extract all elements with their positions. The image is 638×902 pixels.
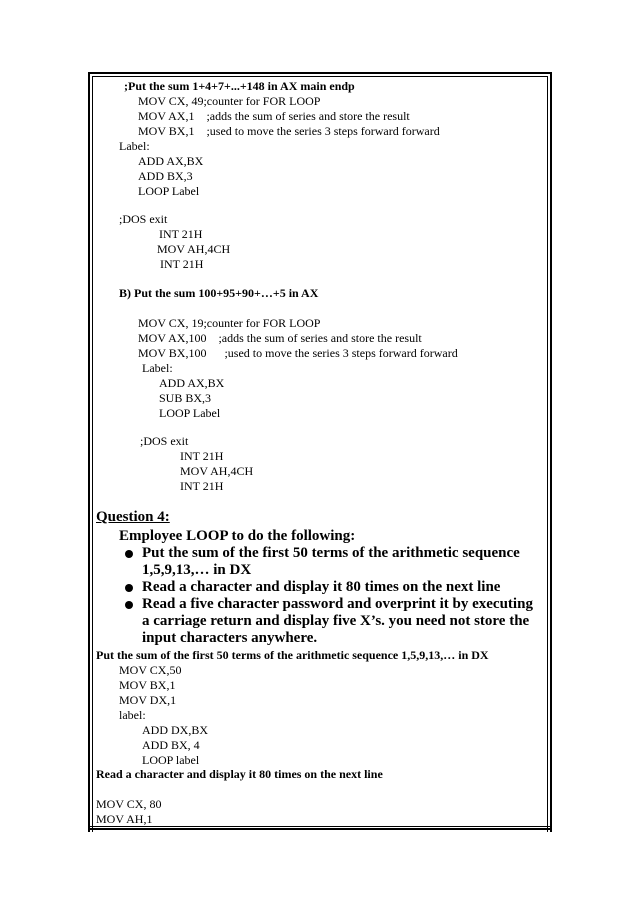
bullet-text: Read a five character password and overprint it by executing	[142, 596, 533, 612]
code-line: MOV BX,1	[119, 678, 176, 692]
code-line: LOOP Label	[159, 406, 221, 420]
page-border-bottom	[88, 826, 552, 830]
code-line: LOOP Label	[138, 184, 200, 198]
code-line: MOV AX,100 ;adds the sum of series and store the result	[138, 331, 422, 345]
bullet-text: Put the sum of the first 50 terms of the arithmetic sequence	[142, 545, 520, 561]
bullet-icon	[125, 601, 133, 609]
code-line: ADD DX,BX	[142, 723, 208, 737]
code-line: MOV BX,1 ;used to move the series 3 steps forward forward	[138, 124, 440, 138]
code-line: INT 21H	[159, 227, 203, 241]
bullet-text: Read a character and display it 80 times on the next line	[142, 579, 501, 595]
part-b-title: B) Put the sum 100+95+90+…+5 in AX	[119, 286, 319, 300]
code-line: MOV CX, 19;counter for FOR LOOP	[138, 316, 321, 330]
answer-2-title: Read a character and display it 80 times on the next line	[96, 767, 383, 781]
code-line: ADD AX,BX	[138, 154, 204, 168]
code-line: SUB BX,3	[159, 391, 212, 405]
code-label: label:	[119, 708, 146, 722]
code-comment: ;DOS exit	[140, 434, 189, 448]
bullet-icon	[125, 584, 133, 592]
code-line: MOV BX,100 ;used to move the series 3 steps forward forward	[138, 346, 458, 360]
question-intro: Employee LOOP to do the following:	[119, 528, 356, 544]
part-a-title: ;Put the sum 1+4+7+...+148 in AX main endp	[124, 79, 355, 93]
code-line: MOV CX, 80	[96, 797, 162, 811]
bullet-text: input characters anywhere.	[142, 630, 318, 646]
code-line: ADD AX,BX	[159, 376, 225, 390]
code-line: INT 21H	[160, 257, 204, 271]
code-line: MOV AH,4CH	[180, 464, 254, 478]
code-label: Label:	[119, 139, 150, 153]
code-label: Label:	[142, 361, 173, 375]
code-line: MOV AH,4CH	[157, 242, 231, 256]
code-line: MOV AX,1 ;adds the sum of series and store the result	[138, 109, 410, 123]
code-line: MOV DX,1	[119, 693, 177, 707]
code-line: INT 21H	[180, 479, 224, 493]
code-line: INT 21H	[180, 449, 224, 463]
code-line: LOOP label	[142, 753, 200, 767]
code-line: ADD BX, 4	[142, 738, 200, 752]
code-line: MOV CX,50	[119, 663, 182, 677]
answer-1-title: Put the sum of the first 50 terms of the arithmetic sequence 1,5,9,13,… in DX	[96, 648, 489, 662]
question-heading: Question 4:	[96, 509, 170, 525]
code-line: MOV AH,1	[96, 812, 153, 826]
bullet-text: a carriage return and display five X’s. you need not store the	[142, 613, 530, 629]
bullet-icon	[125, 550, 133, 558]
code-line: ADD BX,3	[138, 169, 193, 183]
bullet-text: 1,5,9,13,… in DX	[142, 562, 252, 578]
code-line: MOV CX, 49;counter for FOR LOOP	[138, 94, 321, 108]
code-comment: ;DOS exit	[119, 212, 168, 226]
